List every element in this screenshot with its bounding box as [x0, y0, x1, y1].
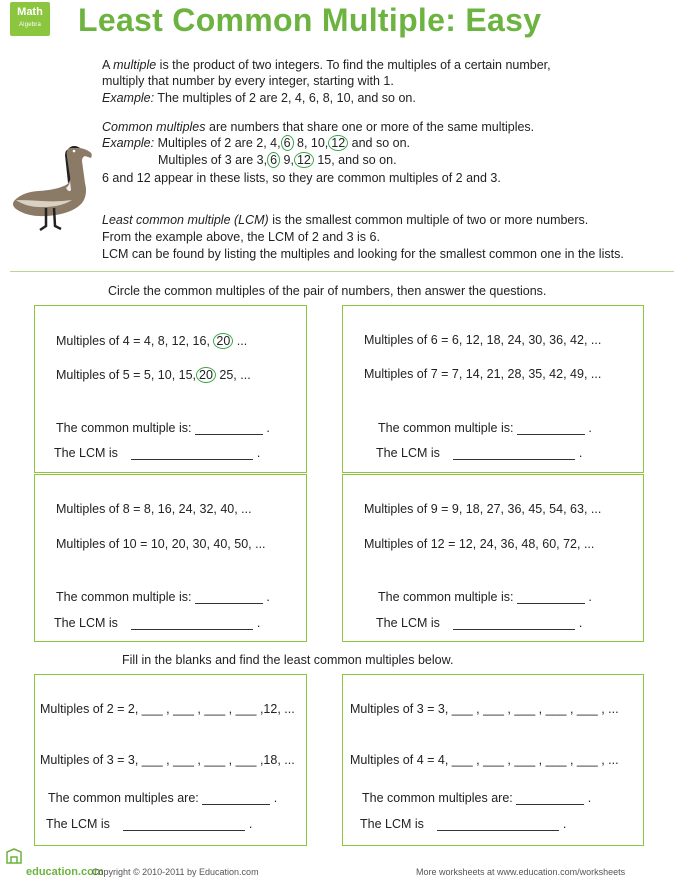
common-multiple-row: The common multiple is: . — [56, 590, 270, 604]
intro-line-5: Example: Multiples of 2 are 2, 4, 6 8, 10, 12 and so on. — [102, 136, 411, 150]
multiples-fill-line: Multiples of 3 = 3, ___ , ___ , ___ , ___ , ___ , ... — [350, 702, 619, 716]
circled-20: 20 — [196, 367, 216, 383]
more-worksheets: More worksheets at www.education.com/worksheets — [416, 867, 626, 877]
lcm-row: The LCM is . — [376, 616, 583, 630]
multiples-line: Multiples of 7 = 7, 14, 21, 28, 35, 42, 49, ... — [364, 367, 602, 381]
answer-blank[interactable] — [131, 617, 253, 630]
lcm-row: The LCM is . — [46, 817, 253, 831]
page-title: Least Common Multiple: Easy — [78, 2, 542, 38]
answer-blank[interactable] — [453, 617, 575, 630]
common-multiple-row: The common multiple is: . — [378, 421, 592, 435]
circled-20: 20 — [213, 333, 233, 349]
lcm-row: The LCM is . — [54, 616, 261, 630]
subject-badge — [10, 2, 50, 36]
answer-blank[interactable] — [517, 422, 585, 435]
multiples-line: Multiples of 12 = 12, 24, 36, 48, 60, 72, ... — [364, 537, 595, 551]
common-multiples-row: The common multiples are: . — [48, 791, 278, 805]
section2-instruction: Fill in the blanks and find the least common multiples below. — [122, 653, 454, 667]
circled-12: 12 — [294, 152, 314, 168]
intro-line-8: Least common multiple (LCM) is the smallest common multiple of two or more numbers. — [102, 213, 589, 227]
multiples-line: Multiples of 9 = 9, 18, 27, 36, 45, 54, 63, ... — [364, 502, 602, 516]
intro-line-10: LCM can be found by listing the multiples and looking for the smallest common one in the lists. — [102, 247, 624, 261]
answer-blank[interactable] — [123, 818, 245, 831]
circled-6: 6 — [267, 152, 280, 168]
education-logo: education.com — [26, 866, 104, 878]
lcm-row: The LCM is . — [54, 446, 261, 460]
badge-topic: Algebra — [18, 22, 42, 28]
common-multiples-row: The common multiples are: . — [362, 791, 592, 805]
intro-line-1: A multiple is the product of two integers. To find the multiples of a certain number, — [102, 58, 551, 72]
multiples-line: Multiples of 6 = 6, 12, 18, 24, 30, 36, 42, ... — [364, 333, 602, 347]
circled-6: 6 — [281, 135, 294, 151]
answer-blank[interactable] — [195, 422, 263, 435]
common-multiple-row: The common multiple is: . — [56, 421, 270, 435]
intro-line-3: Example: The multiples of 2 are 2, 4, 6, 8, 10, and so on. — [102, 91, 416, 105]
lcm-row: The LCM is . — [360, 817, 567, 831]
goose-icon — [6, 138, 102, 234]
intro-line-7: 6 and 12 appear in these lists, so they are common multiples of 2 and 3. — [102, 171, 501, 185]
intro-line-6: Multiples of 3 are 3, 6 9, 12 15, and so on. — [158, 153, 397, 167]
intro-line-2: multiply that number by every integer, starting with 1. — [102, 74, 394, 88]
lcm-row: The LCM is . — [376, 446, 583, 460]
answer-blank[interactable] — [517, 591, 585, 604]
answer-blank[interactable] — [516, 792, 584, 805]
circled-12: 12 — [328, 135, 348, 151]
common-multiple-row: The common multiple is: . — [378, 590, 592, 604]
multiples-fill-line: Multiples of 2 = 2, ___ , ___ , ___ , ___ ,12, ... — [40, 702, 295, 716]
multiples-fill-line: Multiples of 4 = 4, ___ , ___ , ___ , ___ , ___ , ... — [350, 753, 619, 767]
multiples-line: Multiples of 8 = 8, 16, 24, 32, 40, ... — [56, 502, 252, 516]
badge-subject: Math — [17, 6, 43, 18]
education-logo-icon — [4, 846, 24, 866]
intro-line-4: Common multiples are numbers that share one or more of the same multiples. — [102, 120, 535, 134]
intro-line-9: From the example above, the LCM of 2 and 3 is 6. — [102, 230, 380, 244]
multiples-line: Multiples of 10 = 10, 20, 30, 40, 50, ... — [56, 537, 266, 551]
answer-blank[interactable] — [131, 447, 253, 460]
answer-blank[interactable] — [202, 792, 270, 805]
divider — [10, 271, 674, 272]
answer-blank[interactable] — [437, 818, 559, 831]
multiples-line: Multiples of 4 = 4, 8, 12, 16, 20 ... — [56, 334, 248, 348]
answer-blank[interactable] — [195, 591, 263, 604]
copyright: Copyright © 2010-2011 by Education.com — [92, 867, 259, 877]
multiples-line: Multiples of 5 = 5, 10, 15, 20 25, ... — [56, 368, 251, 382]
multiples-fill-line: Multiples of 3 = 3, ___ , ___ , ___ , ___ ,18, ... — [40, 753, 295, 767]
section1-instruction: Circle the common multiples of the pair of numbers, then answer the questions. — [108, 284, 547, 298]
answer-blank[interactable] — [453, 447, 575, 460]
